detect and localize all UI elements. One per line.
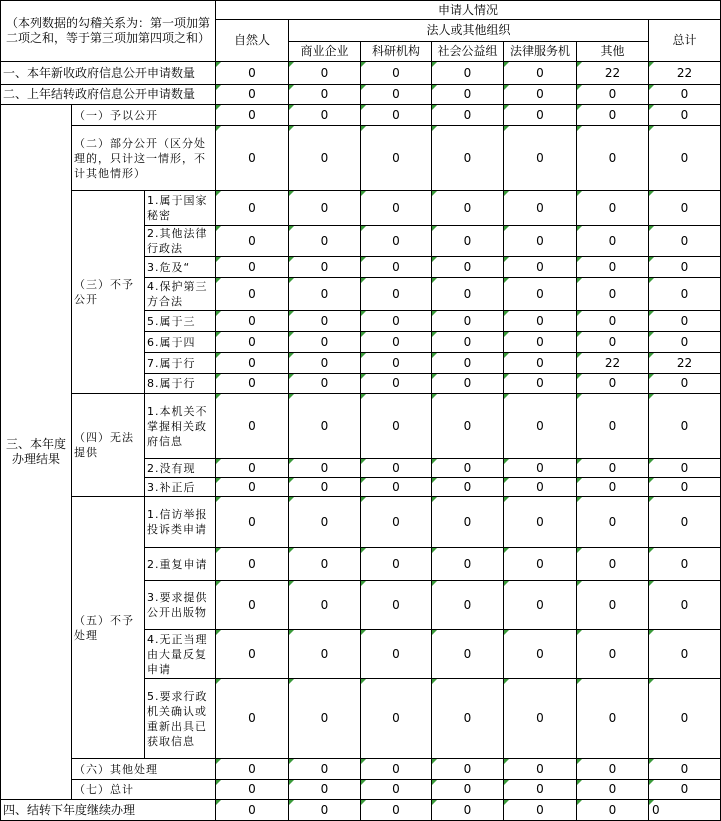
value-cell: 0 [577,85,649,105]
value-cell: 0 [504,191,577,226]
value-cell: 0 [289,780,361,800]
value-cell: 0 [504,374,577,394]
value-cell: 0 [289,105,361,126]
value-cell: 0 [289,497,361,548]
row-label: （二）部分公开（区分处理的，只计这一情形，不计其他情形） [72,126,216,191]
value-cell: 0 [289,311,361,332]
value-cell: 0 [504,226,577,257]
value-cell: 0 [649,478,721,497]
value-cell: 0 [649,800,721,821]
value-cell: 0 [504,759,577,780]
value-cell: 0 [649,332,721,353]
value-cell: 0 [216,191,289,226]
value-cell: 0 [361,257,432,278]
row-label: 5.属于三 [145,311,216,332]
value-cell: 0 [432,459,504,478]
value-cell: 0 [216,62,289,85]
value-cell: 0 [289,800,361,821]
value-cell: 0 [361,126,432,191]
value-cell: 0 [432,311,504,332]
value-cell: 0 [432,226,504,257]
value-cell: 0 [289,191,361,226]
value-cell: 22 [577,62,649,85]
value-cell: 0 [577,800,649,821]
value-cell: 0 [216,759,289,780]
value-cell: 0 [432,759,504,780]
value-cell: 0 [432,630,504,679]
value-cell: 0 [361,630,432,679]
value-cell: 0 [504,126,577,191]
value-cell: 0 [361,497,432,548]
value-cell: 0 [216,105,289,126]
value-cell: 0 [577,478,649,497]
row-label: 4.无正当理由大量反复申请 [145,630,216,679]
row-label: 1.信访举报投诉类申请 [145,497,216,548]
value-cell: 0 [649,581,721,630]
value-cell: 0 [577,126,649,191]
col-research: 科研机构 [361,42,432,62]
row-label: 一、本年新收政府信息公开申请数量 [0,62,216,85]
value-cell: 0 [289,126,361,191]
header-applicant: 申请人情况 [216,0,721,20]
value-cell: 22 [649,353,721,374]
value-cell: 0 [577,105,649,126]
value-cell: 0 [361,353,432,374]
value-cell: 0 [577,332,649,353]
value-cell: 0 [361,105,432,126]
value-cell: 0 [216,126,289,191]
value-cell: 0 [361,581,432,630]
group-title: （四）无法提供 [72,394,145,497]
value-cell: 0 [577,226,649,257]
value-cell: 0 [289,278,361,311]
row-label: 4.保护第三方合法 [145,278,216,311]
value-cell: 0 [577,394,649,459]
value-cell: 0 [216,581,289,630]
value-cell: 0 [504,257,577,278]
value-cell: 0 [577,374,649,394]
value-cell: 0 [361,311,432,332]
row-label: （一）予以公开 [72,105,216,126]
value-cell: 0 [504,311,577,332]
col-other: 其他 [577,42,649,62]
value-cell: 0 [649,85,721,105]
value-cell: 0 [649,257,721,278]
row-label: 8.属于行 [145,374,216,394]
value-cell: 0 [432,126,504,191]
value-cell: 0 [289,332,361,353]
value-cell: 0 [649,374,721,394]
value-cell: 0 [216,497,289,548]
row-label: （六）其他处理 [72,759,216,780]
value-cell: 0 [361,278,432,311]
value-cell: 0 [649,105,721,126]
value-cell: 22 [577,353,649,374]
value-cell: 0 [577,311,649,332]
value-cell: 0 [216,257,289,278]
value-cell: 0 [504,353,577,374]
value-cell: 0 [361,478,432,497]
value-cell: 0 [577,679,649,759]
value-cell: 0 [289,257,361,278]
row-label: 3.危及“ [145,257,216,278]
row-label: 7.属于行 [145,353,216,374]
row-label: 1.本机关不掌握相关政府信息 [145,394,216,459]
value-cell: 0 [504,394,577,459]
value-cell: 0 [432,105,504,126]
value-cell: 0 [289,548,361,581]
value-cell: 0 [432,394,504,459]
row-label: 3.要求提供公开出版物 [145,581,216,630]
value-cell: 0 [504,278,577,311]
value-cell: 0 [432,332,504,353]
value-cell: 0 [289,759,361,780]
value-cell: 0 [289,459,361,478]
value-cell: 0 [577,278,649,311]
value-cell: 0 [504,630,577,679]
value-cell: 0 [649,191,721,226]
value-cell: 0 [216,679,289,759]
value-cell: 0 [504,85,577,105]
group-title: （五）不予处理 [72,497,145,759]
value-cell: 0 [504,62,577,85]
col-public-welfare: 社会公益组 [432,42,504,62]
value-cell: 0 [649,630,721,679]
row-label: 2.没有现 [145,459,216,478]
value-cell: 0 [649,394,721,459]
value-cell: 0 [432,353,504,374]
value-cell: 0 [649,278,721,311]
value-cell: 0 [504,459,577,478]
value-cell: 0 [504,679,577,759]
value-cell: 0 [216,800,289,821]
value-cell: 0 [649,126,721,191]
value-cell: 0 [289,62,361,85]
row-label: 1.属于国家秘密 [145,191,216,226]
value-cell: 0 [216,311,289,332]
value-cell: 0 [577,191,649,226]
value-cell: 0 [361,394,432,459]
value-cell: 0 [361,191,432,226]
value-cell: 0 [289,679,361,759]
col-commercial: 商业企业 [289,42,361,62]
value-cell: 0 [289,353,361,374]
value-cell: 0 [504,332,577,353]
row-label: （七）总计 [72,780,216,800]
value-cell: 0 [504,478,577,497]
value-cell: 0 [432,581,504,630]
value-cell: 0 [216,226,289,257]
section-three-title: 三、本年度办理结果 [0,105,72,800]
value-cell: 0 [361,62,432,85]
value-cell: 0 [432,85,504,105]
value-cell: 0 [289,630,361,679]
col-natural-person: 自然人 [216,20,289,62]
value-cell: 0 [216,332,289,353]
row-label: 2.重复申请 [145,548,216,581]
value-cell: 0 [289,374,361,394]
value-cell: 0 [289,394,361,459]
value-cell: 0 [361,548,432,581]
value-cell: 0 [361,374,432,394]
value-cell: 0 [649,679,721,759]
value-cell: 0 [432,257,504,278]
value-cell: 0 [504,780,577,800]
col-total: 总计 [649,20,721,62]
value-cell: 0 [649,548,721,581]
value-cell: 0 [577,780,649,800]
value-cell: 0 [361,759,432,780]
value-cell: 0 [432,679,504,759]
value-cell: 0 [361,679,432,759]
value-cell: 0 [289,581,361,630]
value-cell: 0 [289,226,361,257]
value-cell: 0 [577,459,649,478]
value-cell: 0 [577,630,649,679]
row-label: 2.其他法律行政法 [145,226,216,257]
value-cell: 0 [216,353,289,374]
value-cell: 0 [216,630,289,679]
value-cell: 0 [504,548,577,581]
value-cell: 0 [216,394,289,459]
value-cell: 0 [504,581,577,630]
col-legal-service: 法律服务机 [504,42,577,62]
value-cell: 0 [432,62,504,85]
value-cell: 0 [289,85,361,105]
value-cell: 0 [432,191,504,226]
row-label: 二、上年结转政府信息公开申请数量 [0,85,216,105]
row-label: 四、结转下年度继续办理 [0,800,216,821]
value-cell: 0 [504,800,577,821]
value-cell: 0 [432,278,504,311]
header-note: （本列数据的勾稽关系为：第一项加第二项之和，等于第三项加第四项之和） [0,0,216,62]
group-title: （三）不予公开 [72,191,145,394]
row-label: 5.要求行政机关确认或重新出具已获取信息 [145,679,216,759]
value-cell: 0 [432,800,504,821]
value-cell: 0 [361,332,432,353]
value-cell: 0 [504,105,577,126]
value-cell: 0 [361,780,432,800]
row-label: 6.属于四 [145,332,216,353]
value-cell: 0 [432,780,504,800]
value-cell: 0 [649,226,721,257]
value-cell: 0 [649,759,721,780]
value-cell: 0 [577,497,649,548]
value-cell: 0 [289,478,361,497]
value-cell: 0 [216,278,289,311]
value-cell: 0 [649,497,721,548]
value-cell: 0 [432,497,504,548]
value-cell: 0 [577,548,649,581]
value-cell: 0 [216,780,289,800]
value-cell: 0 [649,780,721,800]
value-cell: 22 [649,62,721,85]
row-label: 3.补正后 [145,478,216,497]
value-cell: 0 [216,85,289,105]
value-cell: 0 [649,311,721,332]
value-cell: 0 [577,581,649,630]
value-cell: 0 [432,374,504,394]
value-cell: 0 [361,85,432,105]
value-cell: 0 [432,548,504,581]
value-cell: 0 [432,478,504,497]
value-cell: 0 [361,800,432,821]
value-cell: 0 [577,257,649,278]
header-legal-org: 法人或其他组织 [289,20,649,42]
value-cell: 0 [577,759,649,780]
value-cell: 0 [361,459,432,478]
value-cell: 0 [216,374,289,394]
value-cell: 0 [504,497,577,548]
value-cell: 0 [361,226,432,257]
value-cell: 0 [216,478,289,497]
value-cell: 0 [216,548,289,581]
value-cell: 0 [216,459,289,478]
value-cell: 0 [649,459,721,478]
